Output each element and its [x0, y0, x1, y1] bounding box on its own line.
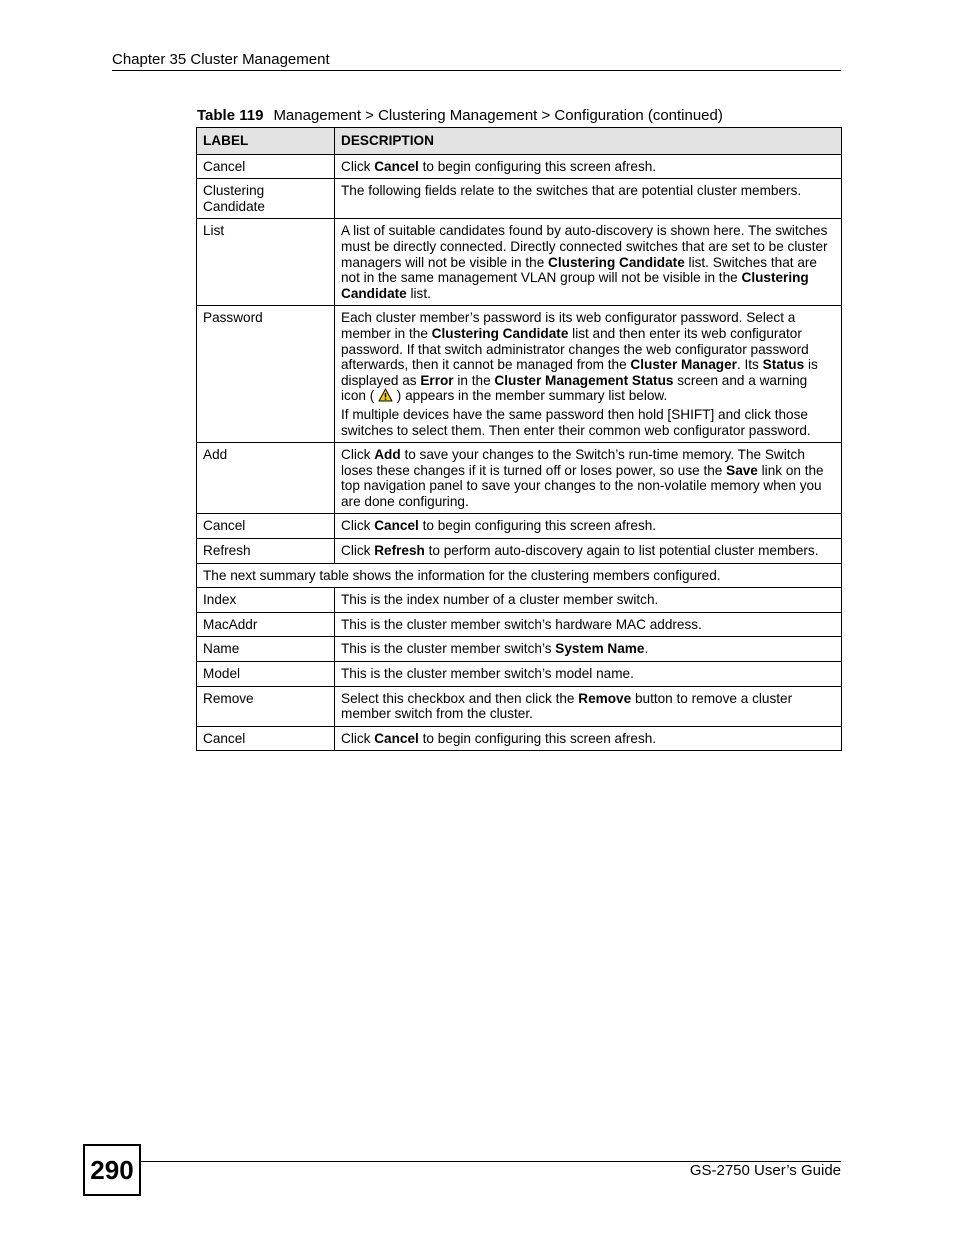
- bold-term: Cluster Manager: [630, 357, 737, 373]
- row-label: Clustering Candidate: [197, 179, 335, 219]
- description-text: [341, 518, 835, 534]
- warning-triangle-icon: [378, 388, 393, 402]
- table-number: Table 119: [197, 107, 264, 124]
- description-text: [341, 407, 835, 438]
- text-run: to save your changes to the Switch’s run-time memory. The Switch loses these changes if it is turned off or loses power, so use the: [341, 447, 805, 478]
- description-text: [341, 159, 835, 175]
- row-description: [335, 443, 842, 514]
- chapter-header: Chapter 35 Cluster Management: [112, 51, 841, 71]
- table-row: [197, 662, 842, 687]
- description-text: [341, 641, 835, 657]
- bold-term: Error: [420, 372, 454, 388]
- row-description: [335, 179, 842, 219]
- text-run: Click: [341, 730, 375, 746]
- table-row-span: [197, 563, 842, 588]
- row-description: [335, 612, 842, 637]
- description-text: [341, 447, 835, 509]
- bold-term: Status: [762, 357, 805, 373]
- row-label: Remove: [197, 686, 335, 726]
- summary-note: The next summary table shows the information for the clustering members configured.: [197, 563, 842, 588]
- text-run: This is the cluster member switch’s: [341, 641, 556, 657]
- row-label: Password: [197, 306, 335, 443]
- bold-term: Cluster Management Status: [494, 372, 674, 388]
- text-run: Click: [341, 447, 375, 463]
- table-row: [197, 443, 842, 514]
- row-label: Cancel: [197, 154, 335, 179]
- row-label: Cancel: [197, 726, 335, 751]
- text-run: . Its: [736, 357, 763, 373]
- table-caption: [197, 107, 842, 124]
- table-row: [197, 612, 842, 637]
- text-run: ) appears in the member summary list below.: [393, 388, 668, 404]
- row-description: [335, 514, 842, 539]
- row-description: [335, 686, 842, 726]
- text-run: list and then enter its web configurator password. If that switch administrator changes the web configurator password afterwards, then it cannot be managed from the: [341, 325, 809, 373]
- row-description: [335, 726, 842, 751]
- text-run: Each cluster member’s password is its web configurator password. Select a member in the: [341, 310, 796, 341]
- row-label: Index: [197, 588, 335, 613]
- description-text: [341, 731, 835, 747]
- table-header-row: [197, 128, 842, 155]
- row-label: MacAddr: [197, 612, 335, 637]
- text-run: list. Switches that are not in the same management VLAN group will not be visible in the: [341, 254, 817, 286]
- row-label: Model: [197, 662, 335, 687]
- bold-term: System Name: [555, 641, 645, 657]
- table-row: [197, 726, 842, 751]
- page-number: 290: [83, 1144, 141, 1196]
- text-run: in the: [453, 372, 495, 388]
- bold-term: Save: [726, 462, 758, 478]
- row-label: Cancel: [197, 514, 335, 539]
- description-text: [341, 691, 835, 722]
- text-run: link on the top navigation panel to save your changes to the non-volatile memory when you are done configuring.: [341, 462, 824, 509]
- text-run: Click: [341, 543, 375, 559]
- row-description: [335, 539, 842, 564]
- text-run: to begin configuring this screen afresh.: [418, 158, 657, 174]
- bold-term: Add: [374, 447, 401, 463]
- row-label: Refresh: [197, 539, 335, 564]
- description-text: [341, 592, 835, 608]
- bold-term: Clustering Candidate: [431, 325, 569, 341]
- row-description: [335, 637, 842, 662]
- row-description: [335, 219, 842, 306]
- description-text: [341, 666, 835, 682]
- text-run: If multiple devices have the same password then hold [SHIFT] and click those switches to select them. Then enter their common web configurator password.: [341, 406, 811, 438]
- table-row: [197, 179, 842, 219]
- table-row: [197, 219, 842, 306]
- text-run: This is the cluster member switch’s hardware MAC address.: [341, 616, 702, 632]
- description-text: [341, 543, 835, 559]
- table-row: [197, 588, 842, 613]
- text-run: list.: [406, 285, 431, 301]
- text-run: A list of suitable candidates found by auto-discovery is shown here. The switches must be directly connected. Directly connected switches that are set to be cluster managers will not be visible in the: [341, 223, 828, 270]
- text-run: Click: [341, 158, 375, 174]
- bold-term: Cancel: [374, 730, 419, 746]
- row-label: Add: [197, 443, 335, 514]
- bold-term: Remove: [578, 690, 632, 706]
- text-run: .: [644, 641, 649, 657]
- description-text: [341, 183, 835, 199]
- table-row: [197, 514, 842, 539]
- guide-title: GS-2750 User’s Guide: [689, 1162, 841, 1179]
- bold-term: Clustering Candidate: [341, 270, 809, 301]
- description-table: [196, 127, 842, 751]
- text-run: Select this checkbox and then click the: [341, 690, 579, 706]
- text-run: screen and a warning icon (: [341, 372, 808, 404]
- text-run: to begin configuring this screen afresh.: [418, 730, 657, 746]
- row-label: List: [197, 219, 335, 306]
- table-title: Management > Clustering Management > Configuration (continued): [273, 107, 723, 124]
- text-run: button to remove a cluster member switch from the cluster.: [341, 690, 793, 722]
- text-run: to perform auto-discovery again to list potential cluster members.: [424, 543, 819, 559]
- table-row: [197, 637, 842, 662]
- row-description: [335, 588, 842, 613]
- row-description: [335, 662, 842, 687]
- table-row: [197, 539, 842, 564]
- bold-term: Clustering Candidate: [548, 254, 685, 270]
- table-row: [197, 154, 842, 179]
- row-description: [335, 154, 842, 179]
- bold-term: Cancel: [374, 518, 419, 534]
- bold-term: Refresh: [374, 543, 425, 559]
- table-row: [197, 306, 842, 443]
- text-run: is displayed as: [341, 357, 818, 388]
- description-text: [341, 310, 835, 404]
- label-column-header: LABEL: [197, 128, 335, 155]
- text-run: to begin configuring this screen afresh.: [418, 518, 657, 534]
- description-text: [341, 223, 835, 301]
- text-run: The following fields relate to the switches that are potential cluster members.: [341, 183, 802, 199]
- row-label: Name: [197, 637, 335, 662]
- text-run: Click: [341, 518, 375, 534]
- text-run: This is the index number of a cluster member switch.: [341, 592, 659, 608]
- bold-term: Cancel: [374, 158, 419, 174]
- description-text: [341, 617, 835, 633]
- table-row: [197, 686, 842, 726]
- text-run: This is the cluster member switch’s model name.: [341, 666, 634, 682]
- description-column-header: DESCRIPTION: [335, 128, 842, 155]
- row-description: [335, 306, 842, 443]
